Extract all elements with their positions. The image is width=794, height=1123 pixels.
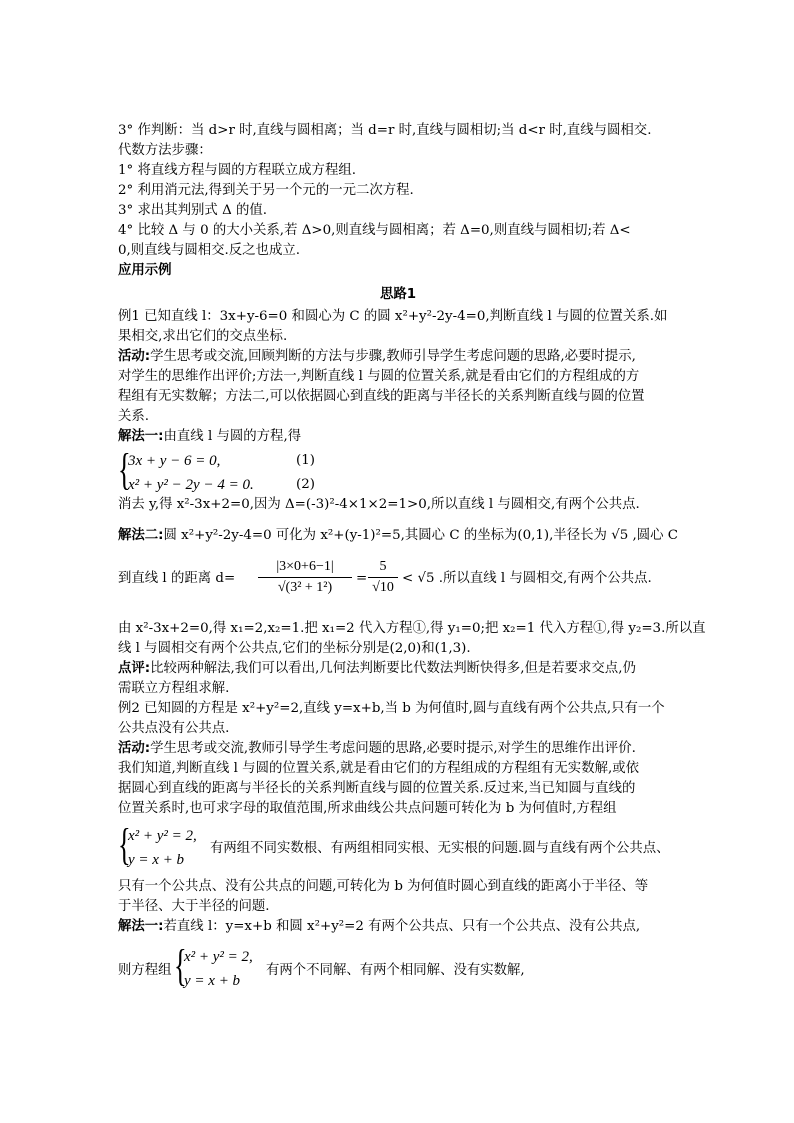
distance-fraction [258,557,352,598]
text-line: 3° 作判断：当 d>r 时,直线与圆相离；当 d=r 时,直线与圆相切;当 d<r 时,直线与圆相交. [118,123,652,138]
comment-paragraph: 点评:比较两种解法,我们可以看出,几何法判断要比代数法判断快得多,但是若要求交点,仍 [118,661,636,676]
distance-formula-line: 到直线 l 的距离 d= [118,571,236,586]
brace-symbol: { [118,445,131,494]
equation-system [174,941,274,994]
fraction-numerator: 5 [379,559,387,574]
text-line: 由 x²-3x+2=0,得 x₁=2,x₂=1.把 x₁=2 代入方程①,得 y₁=0;把 x₂=1 代入方程①,得 y₂=3.所以直 [118,621,706,636]
text-line: 代数方法步骤： [118,143,212,158]
text-line: 据圆心到直线的距离与半径长的关系判断直线与圆的位置关系.反过来,当已知圆与直线的 [118,781,636,796]
equation-system [118,820,218,873]
example-text: 果相交,求出它们的交点坐标. [118,329,288,344]
text-line: 4° 比较 Δ 与 0 的大小关系,若 Δ>0,则直线与圆相离；若 Δ=0,则直线与圆相切;若 Δ< [118,223,631,238]
solution-paragraph: 解法二:圆 x²+y²-2y-4=0 可化为 x²+(y-1)²=5,其圆心 C 的坐标为(0,1),半径长为 √5 ,圆心 C [118,528,679,543]
text-line: 我们知道,判断直线 l 与圆的位置关系,就是看由它们的方程组成的方程组有无实数解,或依 [118,761,640,776]
result-fraction [368,557,398,598]
equation: y = x + b [184,973,241,989]
text-line: 线 l 与圆相交有两个公共点,它们的坐标分别是(2,0)和(1,3). [118,641,471,656]
text-line: 需联立方程组求解. [118,681,230,696]
text-line: < √5 .所以直线 l 与圆相交,有两个公共点. [402,571,652,586]
example-text: 例2 已知圆的方程是 x²+y²=2,直线 y=x+b,当 b 为何值时,圆与直线有两个公共点,只有一个 [118,701,665,716]
equals-sign: = [356,571,368,586]
equation-system [118,445,378,498]
text-line: 消去 y,得 x²-3x+2=0,因为 Δ=(-3)²-4×1×2=1>0,所以直线 l 与圆相交,有两个公共点. [118,497,640,512]
solution-label: 解法二: [118,528,164,543]
text-line: 有两组不同实数根、有两组相同实根、无实根的问题.圆与直线有两个公共点、 [210,841,670,856]
fraction-denominator: √10 [368,577,398,598]
text-line: 程组有无实数解；方法二,可以依据圆心到直线的距离与半径长的关系判断直线与圆的位置 [118,389,645,404]
example-text: 公共点没有公共点. [118,721,230,736]
fraction-denominator: √(3² + 1²) [258,577,352,598]
equation: x² + y² = 2, [128,828,197,844]
text-line: 有两个不同解、有两个相同解、没有实数解, [266,963,525,978]
example-text: 例1 已知直线 l：3x+y-6=0 和圆心为 C 的圆 x²+y²-2y-4=0,判断直线 l 与圆的位置关系.如 [118,309,668,324]
activity-label: 活动: [118,349,151,364]
solution-paragraph: 解法一:若直线 l：y=x+b 和圆 x²+y²=2 有两个公共点、只有一个公共点、没有公共点, [118,919,641,934]
text-line: 0,则直线与圆相交.反之也成立. [118,243,300,258]
equation-tag: (1) [296,453,315,468]
equation: 3x + y − 6 = 0, [128,453,221,469]
comment-label: 点评: [118,661,151,676]
activity-paragraph: 活动:学生思考或交流,教师引导学生考虑问题的思路,必要时提示,对学生的思维作出评价. [118,741,636,756]
activity-paragraph: 活动:学生思考或交流,回顾判断的方法与步骤,教师引导学生考虑问题的思路,必要时提示, [118,349,636,364]
solution-label: 解法一: [118,919,164,934]
text-line: 3° 求出其判别式 Δ 的值. [118,203,268,218]
section-heading: 应用示例 [118,263,172,278]
equation: x² + y² = 2, [184,949,253,965]
text-line: 关系. [118,409,150,424]
equation: x² + y² − 2y − 4 = 0. [128,477,254,493]
text-line: 对学生的思维作出评价;方法一,判断直线 l 与圆的位置关系,就是看由它们的方程组成的方 [118,369,640,384]
equation: y = x + b [128,852,185,868]
brace-symbol: { [174,941,187,990]
subsection-heading: 思路1 [379,287,417,302]
fraction-numerator: |3×0+6−1| [276,559,334,574]
text-line: 只有一个公共点、没有公共点的问题,可转化为 b 为何值时圆心到直线的距离小于半径、等 [118,879,649,894]
brace-symbol: { [118,820,131,869]
text-line: 位置关系时,也可求字母的取值范围,所求曲线公共点问题可转化为 b 为何值时,方程组 [118,801,617,816]
text-line: 则方程组 [118,963,172,978]
equation-tag: (2) [296,477,315,492]
text-line: 1° 将直线方程与圆的方程联立成方程组. [118,163,356,178]
solution-paragraph: 解法一:由直线 l 与圆的方程,得 [118,429,302,444]
text-line: 于半径、大于半径的问题. [118,899,270,914]
text-line: 2° 利用消元法,得到关于另一个元的一元二次方程. [118,183,414,198]
solution-label: 解法一: [118,429,164,444]
activity-label: 活动: [118,741,151,756]
